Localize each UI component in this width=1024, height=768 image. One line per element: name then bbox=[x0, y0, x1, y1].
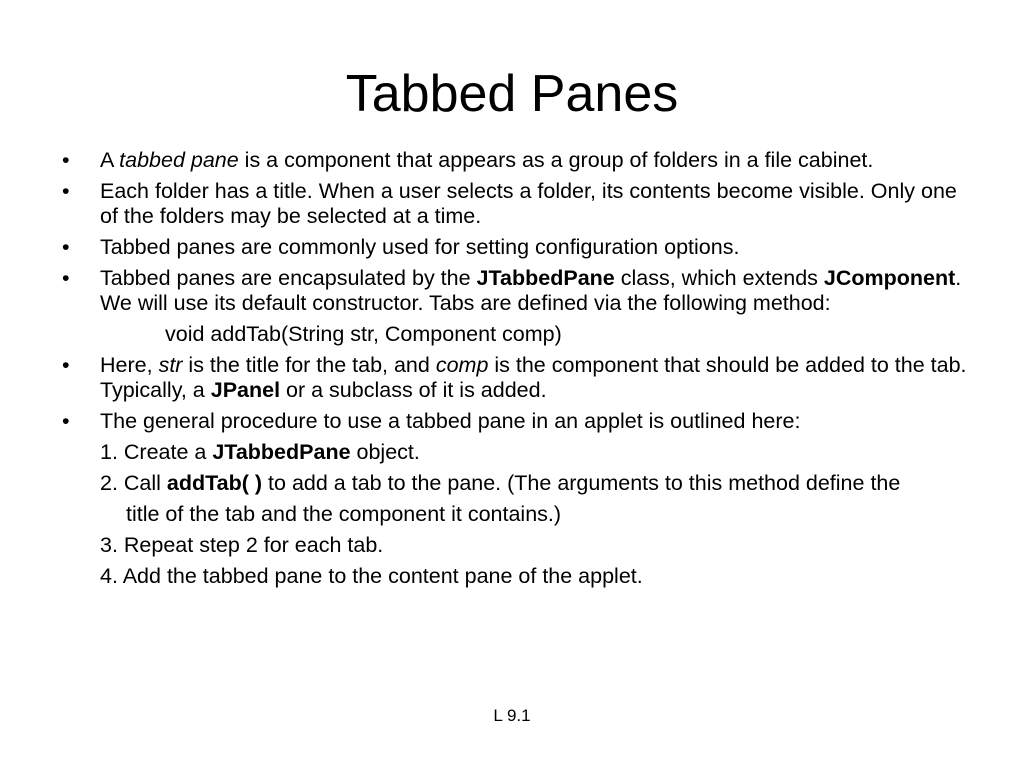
bullet-item bbox=[62, 409, 972, 434]
bullet-text-bold: JTabbedPane bbox=[476, 266, 615, 290]
bullet-text: Tabbed panes are encapsulated by the bbox=[100, 266, 477, 290]
slide-footer: L 9.1 bbox=[493, 706, 531, 725]
slide-title: Tabbed Panes bbox=[345, 65, 679, 123]
step-text: 1. Create a bbox=[100, 440, 213, 464]
bullet-text: The general procedure to use a tabbed pane in an applet is outlined here: bbox=[100, 409, 801, 433]
code-line: void addTab(String str, Component comp) bbox=[165, 322, 562, 346]
bullet-item bbox=[62, 148, 972, 173]
bullet-text: is the component that should be added to the tab. Typically, a bbox=[100, 353, 967, 402]
bullet-icon: • bbox=[62, 353, 70, 377]
bullet-text-italic: comp bbox=[435, 353, 489, 377]
bullet-text: . We will use its default constructor. Tabs are defined via the following method: bbox=[100, 266, 962, 315]
bullet-text-italic: str bbox=[158, 353, 183, 377]
step-item: 4. Add the tabbed pane to the content pane of the applet. bbox=[100, 564, 643, 588]
bullet-text: is the title for the tab, and bbox=[182, 353, 436, 377]
bullet-text-italic: tabbed pane bbox=[119, 148, 239, 172]
step-text-bold: addTab( ) bbox=[166, 471, 263, 495]
bullet-text: class, which extends bbox=[614, 266, 824, 290]
bullet-icon: • bbox=[62, 409, 70, 433]
bullet-text: Here, bbox=[100, 353, 159, 377]
bullet-text-bold: JPanel bbox=[210, 378, 281, 402]
bullet-text: A bbox=[100, 148, 120, 172]
step-continuation: title of the tab and the component it contains.) bbox=[126, 502, 562, 526]
bullet-text-bold: JComponent bbox=[823, 266, 956, 290]
bullet-icon: • bbox=[62, 266, 70, 290]
bullet-item bbox=[62, 179, 972, 229]
step-text: object. bbox=[350, 440, 420, 464]
bullet-item bbox=[62, 235, 972, 260]
step-item bbox=[62, 471, 972, 496]
bullet-item bbox=[62, 266, 972, 316]
bullet-text: Each folder has a title. When a user selects a folder, its contents become visible. Only one of the folders may be selected at a time. bbox=[100, 179, 957, 228]
bullet-text: Tabbed panes are commonly used for setting configuration options. bbox=[100, 235, 740, 259]
step-text-bold: JTabbedPane bbox=[212, 440, 351, 464]
bullet-icon: • bbox=[62, 148, 70, 172]
bullet-icon: • bbox=[62, 179, 70, 203]
bullet-item bbox=[62, 353, 972, 403]
slide-body bbox=[62, 148, 972, 595]
bullet-text: is a component that appears as a group of folders in a file cabinet. bbox=[238, 148, 874, 172]
step-item bbox=[62, 440, 972, 465]
step-text: 2. Call bbox=[100, 471, 167, 495]
bullet-icon: • bbox=[62, 235, 70, 259]
step-text: to add a tab to the pane. (The arguments to this method define the bbox=[262, 471, 901, 495]
bullet-text: or a subclass of it is added. bbox=[280, 378, 547, 402]
step-item: 3. Repeat step 2 for each tab. bbox=[100, 533, 384, 557]
